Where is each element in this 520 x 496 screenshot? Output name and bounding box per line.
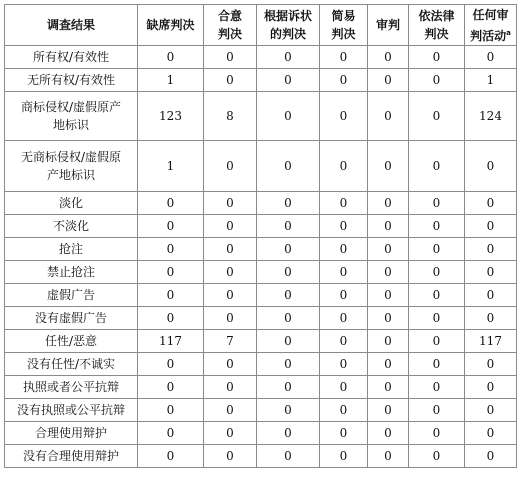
row-label: 没有执照或公平抗辩 — [5, 399, 138, 422]
value-cell: 123 — [138, 92, 204, 141]
table-row — [5, 376, 517, 399]
value-cell: 0 — [368, 46, 409, 69]
value-cell: 0 — [138, 353, 204, 376]
value-cell: 0 — [320, 422, 368, 445]
table-row — [5, 69, 517, 92]
row-label: 商标侵权/虚假原产 地标识 — [5, 92, 138, 141]
value-cell: 0 — [409, 92, 465, 141]
row-label: 无所有权/有效性 — [5, 69, 138, 92]
value-cell: 0 — [257, 307, 320, 330]
row-label: 任性/恶意 — [5, 330, 138, 353]
value-cell: 0 — [368, 215, 409, 238]
value-cell: 0 — [138, 261, 204, 284]
value-cell: 0 — [257, 215, 320, 238]
value-cell: 0 — [257, 141, 320, 192]
value-cell: 0 — [465, 376, 517, 399]
value-cell: 0 — [320, 215, 368, 238]
value-cell: 0 — [368, 69, 409, 92]
table-row — [5, 92, 517, 141]
value-cell: 8 — [204, 92, 257, 141]
value-cell: 0 — [204, 46, 257, 69]
row-label: 没有任性/不诚实 — [5, 353, 138, 376]
value-cell: 0 — [368, 399, 409, 422]
value-cell: 0 — [257, 69, 320, 92]
footnote-marker: a — [506, 28, 511, 37]
value-cell: 0 — [257, 46, 320, 69]
value-cell: 0 — [204, 445, 257, 468]
value-cell: 0 — [257, 422, 320, 445]
value-cell: 0 — [409, 284, 465, 307]
value-cell: 0 — [204, 238, 257, 261]
value-cell: 0 — [320, 376, 368, 399]
value-cell: 0 — [465, 422, 517, 445]
value-cell: 0 — [409, 238, 465, 261]
row-label: 虚假广告 — [5, 284, 138, 307]
value-cell: 0 — [465, 215, 517, 238]
value-cell: 0 — [257, 376, 320, 399]
value-cell: 0 — [465, 261, 517, 284]
value-cell: 0 — [204, 192, 257, 215]
results-table — [4, 4, 517, 468]
table-row — [5, 192, 517, 215]
value-cell: 0 — [368, 445, 409, 468]
value-cell: 0 — [138, 422, 204, 445]
header-result: 调查结果 — [5, 5, 138, 46]
value-cell: 0 — [204, 353, 257, 376]
value-cell: 0 — [138, 307, 204, 330]
value-cell: 0 — [465, 46, 517, 69]
row-label: 所有权/有效性 — [5, 46, 138, 69]
value-cell: 117 — [465, 330, 517, 353]
value-cell: 0 — [257, 284, 320, 307]
value-cell: 0 — [138, 376, 204, 399]
value-cell: 0 — [465, 284, 517, 307]
value-cell: 0 — [465, 399, 517, 422]
value-cell: 0 — [368, 92, 409, 141]
value-cell: 0 — [320, 69, 368, 92]
value-cell: 1 — [138, 141, 204, 192]
value-cell: 0 — [409, 141, 465, 192]
row-label: 合理使用辩护 — [5, 422, 138, 445]
value-cell: 0 — [368, 330, 409, 353]
row-label: 淡化 — [5, 192, 138, 215]
value-cell: 0 — [257, 399, 320, 422]
table-row — [5, 307, 517, 330]
table-row — [5, 46, 517, 69]
value-cell: 0 — [138, 192, 204, 215]
value-cell: 0 — [320, 261, 368, 284]
value-cell: 0 — [204, 376, 257, 399]
value-cell: 0 — [409, 69, 465, 92]
value-cell: 0 — [257, 192, 320, 215]
row-label: 抢注 — [5, 238, 138, 261]
value-cell: 0 — [409, 399, 465, 422]
table-row — [5, 422, 517, 445]
value-cell: 0 — [320, 238, 368, 261]
value-cell: 0 — [204, 399, 257, 422]
value-cell: 0 — [138, 445, 204, 468]
value-cell: 0 — [257, 238, 320, 261]
value-cell: 0 — [368, 141, 409, 192]
value-cell: 0 — [368, 284, 409, 307]
value-cell: 0 — [368, 192, 409, 215]
value-cell: 0 — [409, 422, 465, 445]
value-cell: 0 — [320, 46, 368, 69]
row-label: 不淡化 — [5, 215, 138, 238]
header-trial: 审判 — [368, 5, 409, 46]
header-judgment-as-matter-of-law: 依法律 判决 — [409, 5, 465, 46]
value-cell: 0 — [257, 445, 320, 468]
table-row — [5, 284, 517, 307]
value-cell: 0 — [257, 92, 320, 141]
value-cell: 0 — [465, 238, 517, 261]
table-row — [5, 261, 517, 284]
value-cell: 0 — [257, 353, 320, 376]
table-row — [5, 238, 517, 261]
value-cell: 0 — [257, 261, 320, 284]
header-consent-judgment: 合意 判决 — [204, 5, 257, 46]
value-cell: 0 — [465, 353, 517, 376]
value-cell: 0 — [409, 353, 465, 376]
table-row — [5, 445, 517, 468]
value-cell: 0 — [465, 445, 517, 468]
header-judgment-on-pleadings: 根据诉状 的判决 — [257, 5, 320, 46]
value-cell: 0 — [138, 215, 204, 238]
row-label: 执照或者公平抗辩 — [5, 376, 138, 399]
value-cell: 0 — [409, 445, 465, 468]
value-cell: 0 — [138, 399, 204, 422]
value-cell: 0 — [465, 141, 517, 192]
value-cell: 0 — [204, 261, 257, 284]
value-cell: 7 — [204, 330, 257, 353]
value-cell: 0 — [320, 92, 368, 141]
value-cell: 0 — [409, 330, 465, 353]
table-row — [5, 353, 517, 376]
value-cell: 0 — [204, 422, 257, 445]
value-cell: 0 — [204, 284, 257, 307]
value-cell: 0 — [409, 261, 465, 284]
value-cell: 0 — [320, 192, 368, 215]
value-cell: 0 — [368, 376, 409, 399]
value-cell: 0 — [368, 353, 409, 376]
value-cell: 0 — [409, 46, 465, 69]
row-label: 没有合理使用辩护 — [5, 445, 138, 468]
value-cell: 0 — [409, 376, 465, 399]
table-row — [5, 330, 517, 353]
value-cell: 0 — [320, 284, 368, 307]
value-cell: 0 — [409, 307, 465, 330]
header-default-judgment: 缺席判决 — [138, 5, 204, 46]
value-cell: 0 — [204, 307, 257, 330]
table-row — [5, 399, 517, 422]
table-row — [5, 215, 517, 238]
value-cell: 0 — [204, 215, 257, 238]
value-cell: 0 — [320, 399, 368, 422]
value-cell: 0 — [204, 141, 257, 192]
value-cell: 0 — [409, 192, 465, 215]
row-label: 禁止抢注 — [5, 261, 138, 284]
value-cell: 0 — [368, 422, 409, 445]
value-cell: 0 — [320, 141, 368, 192]
value-cell: 0 — [138, 46, 204, 69]
header-summary-judgment: 简易 判决 — [320, 5, 368, 46]
value-cell: 124 — [465, 92, 517, 141]
value-cell: 117 — [138, 330, 204, 353]
value-cell: 0 — [320, 353, 368, 376]
table-row — [5, 141, 517, 192]
header-any-adjudication: 任何审 判活动$^a$ — [465, 5, 517, 46]
value-cell: 1 — [138, 69, 204, 92]
value-cell: 0 — [465, 192, 517, 215]
value-cell: 0 — [320, 445, 368, 468]
value-cell: 0 — [465, 307, 517, 330]
value-cell: 0 — [138, 238, 204, 261]
value-cell: 0 — [368, 261, 409, 284]
row-label: 无商标侵权/虚假原 产地标识 — [5, 141, 138, 192]
value-cell: 0 — [368, 307, 409, 330]
value-cell: 0 — [320, 330, 368, 353]
row-label: 没有虚假广告 — [5, 307, 138, 330]
value-cell: 0 — [368, 238, 409, 261]
header-row — [5, 5, 517, 46]
value-cell: 0 — [409, 215, 465, 238]
value-cell: 0 — [320, 307, 368, 330]
value-cell: 0 — [204, 69, 257, 92]
value-cell: 0 — [257, 330, 320, 353]
value-cell: 1 — [465, 69, 517, 92]
value-cell: 0 — [138, 284, 204, 307]
